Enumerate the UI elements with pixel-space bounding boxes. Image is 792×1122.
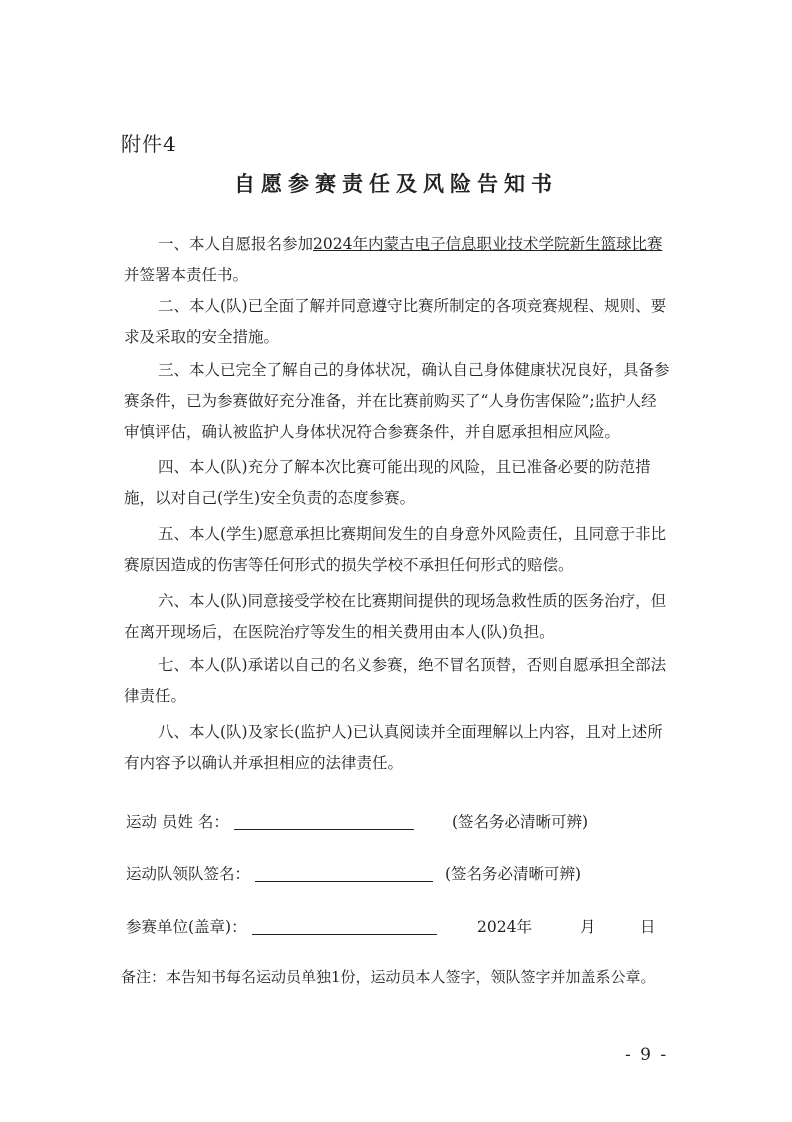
clause-1: 一、本人自愿报名参加2024年内蒙古电子信息职业技术学院新生篮球比赛并签署本责任书。 xyxy=(124,235,663,284)
document-title: 自愿参赛责任及风险告知书 xyxy=(234,171,558,196)
clause-4: 四、本人(队)充分了解本次比赛可能出现的风险，且已准备必要的防范措施，以对自己(学生)安全负责的态度参赛。 xyxy=(124,458,651,507)
clause-5: 五、本人(学生)愿意承担比赛期间发生的自身意外风险责任，且同意于非比赛原因造成的伤害等任何形式的损失学校不承担任何形式的赔偿。 xyxy=(124,525,667,574)
leader-signature-field[interactable] xyxy=(255,866,433,882)
athlete-name-label: 运动 员姓 名： xyxy=(126,813,229,831)
unit-stamp-row xyxy=(126,915,437,937)
date-year: 2024年 xyxy=(477,918,532,936)
remark-note: 备注：本告知书每名运动员单独1份，运动员本人签字，领队签字并加盖系公章。 xyxy=(121,968,656,986)
unit-stamp-field[interactable] xyxy=(252,919,437,935)
athlete-signature-note: (签名务必清晰可辨) xyxy=(452,813,589,831)
attachment-label: 附件4 xyxy=(121,132,177,156)
date-month: 月 xyxy=(580,918,596,936)
leader-signature-note: (签名务必清晰可辨) xyxy=(445,865,582,883)
clause-6: 六、本人(队)同意接受学校在比赛期间提供的现场急救性质的医务治疗，但在离开现场后，在医院治疗等发生的相关费用由本人(队)负担。 xyxy=(124,592,667,641)
leader-signature-row xyxy=(126,862,433,884)
date-day: 日 xyxy=(640,918,656,936)
clause-2: 二、本人(队)已全面了解并同意遵守比赛所制定的各项竞赛规程、规则、要求及采取的安全措施。 xyxy=(124,297,667,346)
leader-signature-label: 运动队领队签名： xyxy=(126,865,251,883)
event-name: 2024年内蒙古电子信息职业技术学院新生篮球比赛 xyxy=(313,235,663,253)
clause-3: 三、本人已完全了解自己的身体状况，确认自己身体健康状况良好，具备参赛条件，已为参赛做好充分准备，并在比赛前购买了“人身伤害保险”;监护人经审慎评估，确认被监护人身体状况符合参赛条件，并自愿承担相应风险。 xyxy=(124,361,670,441)
athlete-signature-field[interactable] xyxy=(234,814,414,830)
athlete-signature-row xyxy=(126,810,414,832)
clause-8: 八、本人(队)及家长(监护人)已认真阅读并全面理解以上内容，且对上述所有内容予以确认并承担相应的法律责任。 xyxy=(124,723,663,772)
unit-stamp-label: 参赛单位(盖章)： xyxy=(126,918,247,936)
clause-7: 七、本人(队)承诺以自己的名义参赛，绝不冒名顶替，否则自愿承担全部法律责任。 xyxy=(124,656,667,705)
page-number: - 9 - xyxy=(625,1045,669,1065)
